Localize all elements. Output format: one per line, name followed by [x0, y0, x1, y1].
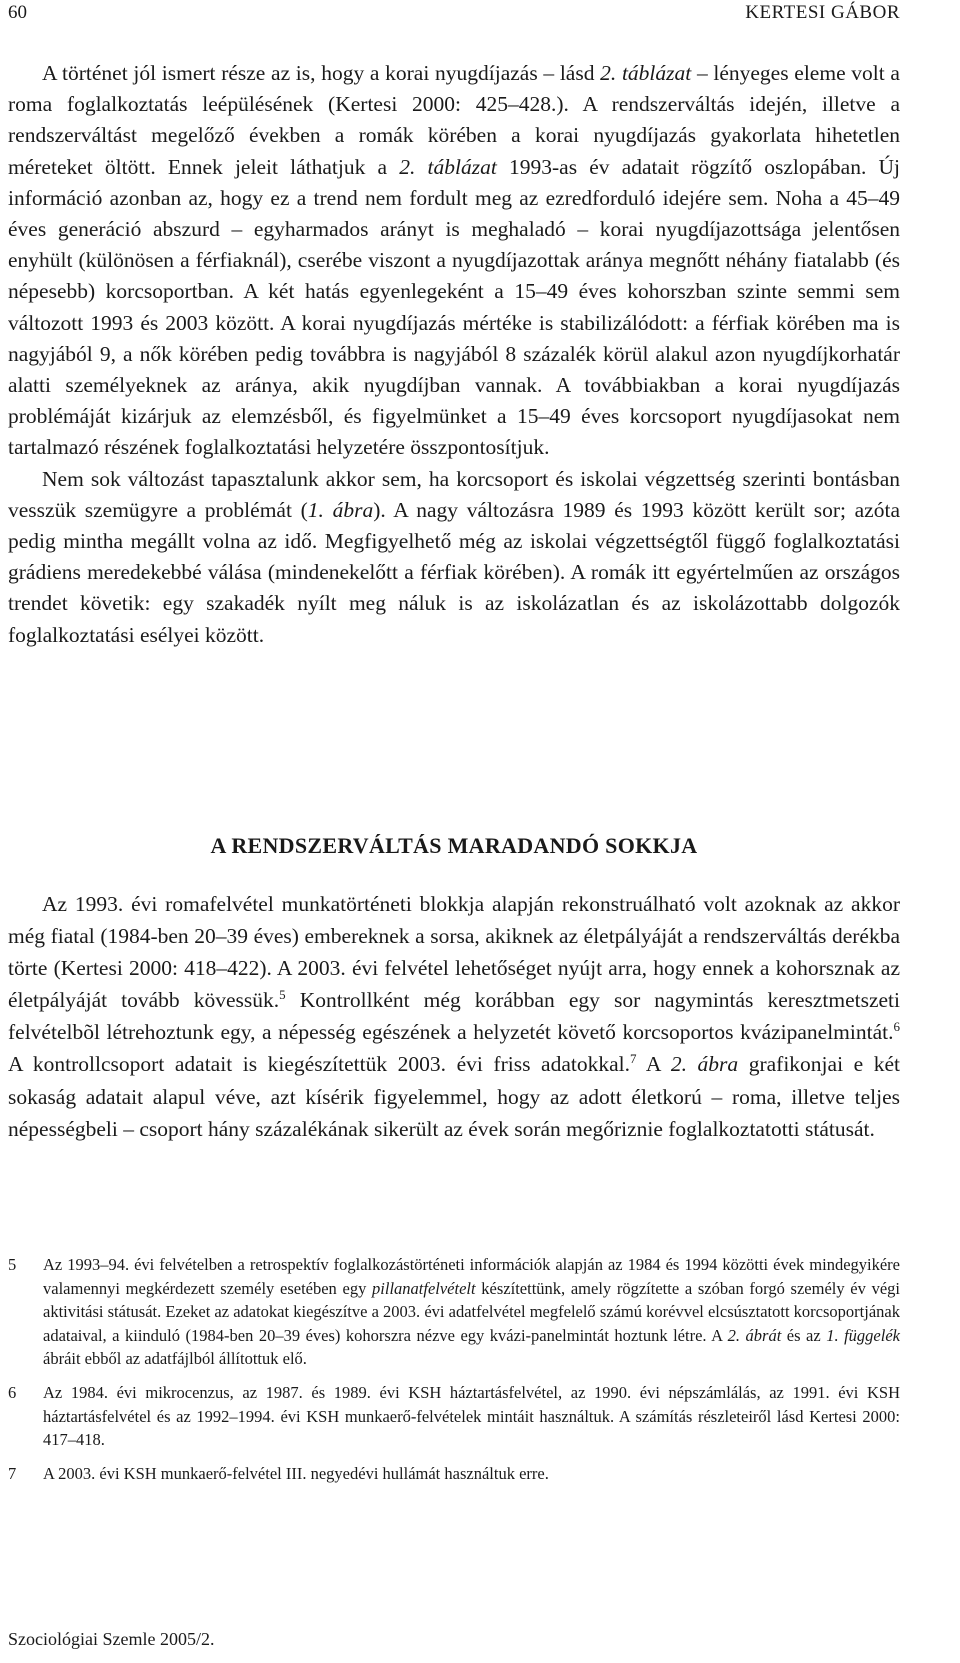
paragraph-early-retirement — [8, 58, 900, 464]
figure-reference: 2. ábrát — [727, 1325, 782, 1345]
footnote-text: A 2003. évi KSH munkaerő-felvétel III. negyedévi hullámát használtuk erre. — [43, 1463, 549, 1483]
figure-reference: 1. ábra — [307, 497, 374, 522]
text-run: ). A nagy változásra 1989 és 1993 között került sor; azóta pedig mintha megállt volna az idő. Megfigyelhető még az iskolai végzettségtől függő foglalkoztatási grádiens meredekebbé válása (mindenekelőtt a férfiak körében). A romák itt egyértelműen az országos trendet követik: egy szakadék nyílt meg náluk is az iskolázatlan és az iskolázottabb dolgozók foglalkoztatási esélyei között. — [8, 497, 900, 647]
section-text — [8, 888, 900, 1145]
page-footer: Szociológiai Szemle 2005/2. — [8, 1629, 215, 1649]
footnote-number: 6 — [8, 1382, 17, 1402]
paragraph-cohort — [8, 888, 900, 1145]
text-run: A történet jól ismert része az is, hogy a korai nyugdíjazás – lásd — [42, 61, 601, 85]
text-run: Az 1993. évi romafelvétel munkatörténeti blokkja alapján rekonstruálható volt azoknak az akkor még fiatal (1984-ben 20–39 éves) embereknek a sorsa, akiknek az életpályáját a rendszerváltás derékba törte (Kertesi 2000: 418–422). A 2003. évi felvétel lehetőséget nyújt arra, hogy ennek a kohorsznak az életpályáját tovább kövessük. — [8, 892, 900, 1013]
text-run: Nem sok változást tapasztalunk akkor sem, ha korcsoport és iskolai végzettség szerinti bontásban vesszük szemügyre a problémát ( — [8, 466, 900, 522]
text-run: A — [636, 1052, 671, 1077]
main-text — [8, 58, 900, 651]
footnote-6 — [8, 1381, 900, 1452]
text-run: – lényeges eleme volt a roma foglalkoztatás leépülésének (Kertesi 2000: 425–428.). A rendszerváltás idején, illetve a rendszerváltást megelőző években a romák körében a korai nyugdíjazás gyakorlata hihetetlen méreteket öltött. Ennek jeleit láthatjuk a — [8, 61, 900, 179]
text-run: Az 1993–94. évi felvételben a retrospektív foglalkozástörténeti információk alapján az 1984 és 1994 közötti évek mindegyikére valamennyi megkérdezett személy esetében egy — [43, 1255, 900, 1298]
text-run: grafikonjai e két sokaság adatait alapul véve, azt kísérik figyelemmel, hogy az adott életkorú – roma, illetve teljes népességbeli – csoport hány százalékának sikerült az évek során megőriznie foglalkoztatotti státusát. — [8, 1052, 901, 1141]
footnote-marker: 7 — [630, 1051, 637, 1067]
footnote-5 — [8, 1253, 900, 1371]
table-reference: 2. táblázat — [399, 154, 497, 179]
footnote-marker: 5 — [279, 987, 286, 1003]
text-run: Kontrollként még korábban egy sor nagymintás keresztmetszeti felvételbõl létrehoztunk egy, a népesség egészének a helyzetét követő korcsoportos kvázipanelmintát. — [8, 988, 901, 1045]
paragraph-education-gradient — [8, 464, 900, 651]
text-run: ábráit ebből az adatfájlból állítottuk elő. — [43, 1349, 307, 1369]
footnote-number: 7 — [8, 1463, 17, 1483]
text-run: és az — [781, 1325, 827, 1345]
footnote-number: 5 — [8, 1255, 17, 1274]
table-reference: 2. táblázat — [600, 61, 692, 85]
footnote-7 — [8, 1462, 900, 1486]
appendix-reference: 1. függelék — [826, 1325, 900, 1345]
section-heading: A RENDSZERVÁLTÁS MARADANDÓ SOKKJA — [210, 833, 698, 858]
figure-reference: 2. ábra — [670, 1052, 739, 1077]
text-run: 1993-as év adatait rögzítő oszlopában. Új információ azonban az, hogy ez a trend nem fordult meg az ezredforduló idejére sem. Noha a 45–49 éves generáció abszurd – egyharmados arányt is meghaladó – korai nyugdíjazottsága jelentősen enyhült (különösen a férfiaknál), cserébe viszont a nyugdíjazottak aránya megnőtt néhány fiatalabb (és népesebb) korcsoportban. A két hatás egyenlegeként a 15–49 éves kohorszban szinte semmi sem változott 1993 és 2003 között. A korai nyugdíjazás mértéke is stabilizálódott: a férfiak körében ma is nagyjából 9, a nők körében pedig továbbra is nagyjából 8 százalék körül alakul azon nyugdíjkorhatár alatti személyeknek az aránya, akik nyugdíjban vannak. A továbbiakban a korai nyugdíjazás problémáját kizárjuk az elemzésből, és figyelmünket a 15–49 éves korcsoport nyugdíjasokat nem tartalmazó részének foglalkoztatási helyzetére összpontosítjuk. — [8, 154, 901, 460]
emphasis: pillanatfelvételt — [372, 1278, 476, 1298]
footnotes — [8, 1253, 900, 1495]
footnote-text: Az 1984. évi mikrocenzus, az 1987. és 1989. évi KSH háztartásfelvétel, az 1990. évi népszámlálás, az 1991. évi KSH háztartásfelvétel és az 1992–1994. évi KSH munkaerő-felvételek mintáit használtuk. A számítás részleteiről lásd Kertesi 2000: 417–418. — [43, 1382, 900, 1450]
text-run: készítettünk, amely rögzítette a szóban forgó személy év végi aktivitási státusát. Ezeket az adatokat kiegészítve a 2003. évi adatfelvétel megfelelő számú korévvel elcsúsztatott korcsoportjának adataival, a kiinduló (1984-ben 20–39 éves) kohorszra nézve egy kvázi-panelmintát hoztunk létre. A — [43, 1278, 900, 1345]
text-run: A kontrollcsoport adatait is kiegészítettük 2003. évi friss adatokkal. — [8, 1052, 630, 1077]
page-header — [8, 0, 900, 26]
footnote-marker: 6 — [893, 1019, 900, 1035]
page-number: 60 — [8, 2, 27, 23]
running-head-author: KERTESI GÁBOR — [745, 2, 900, 23]
